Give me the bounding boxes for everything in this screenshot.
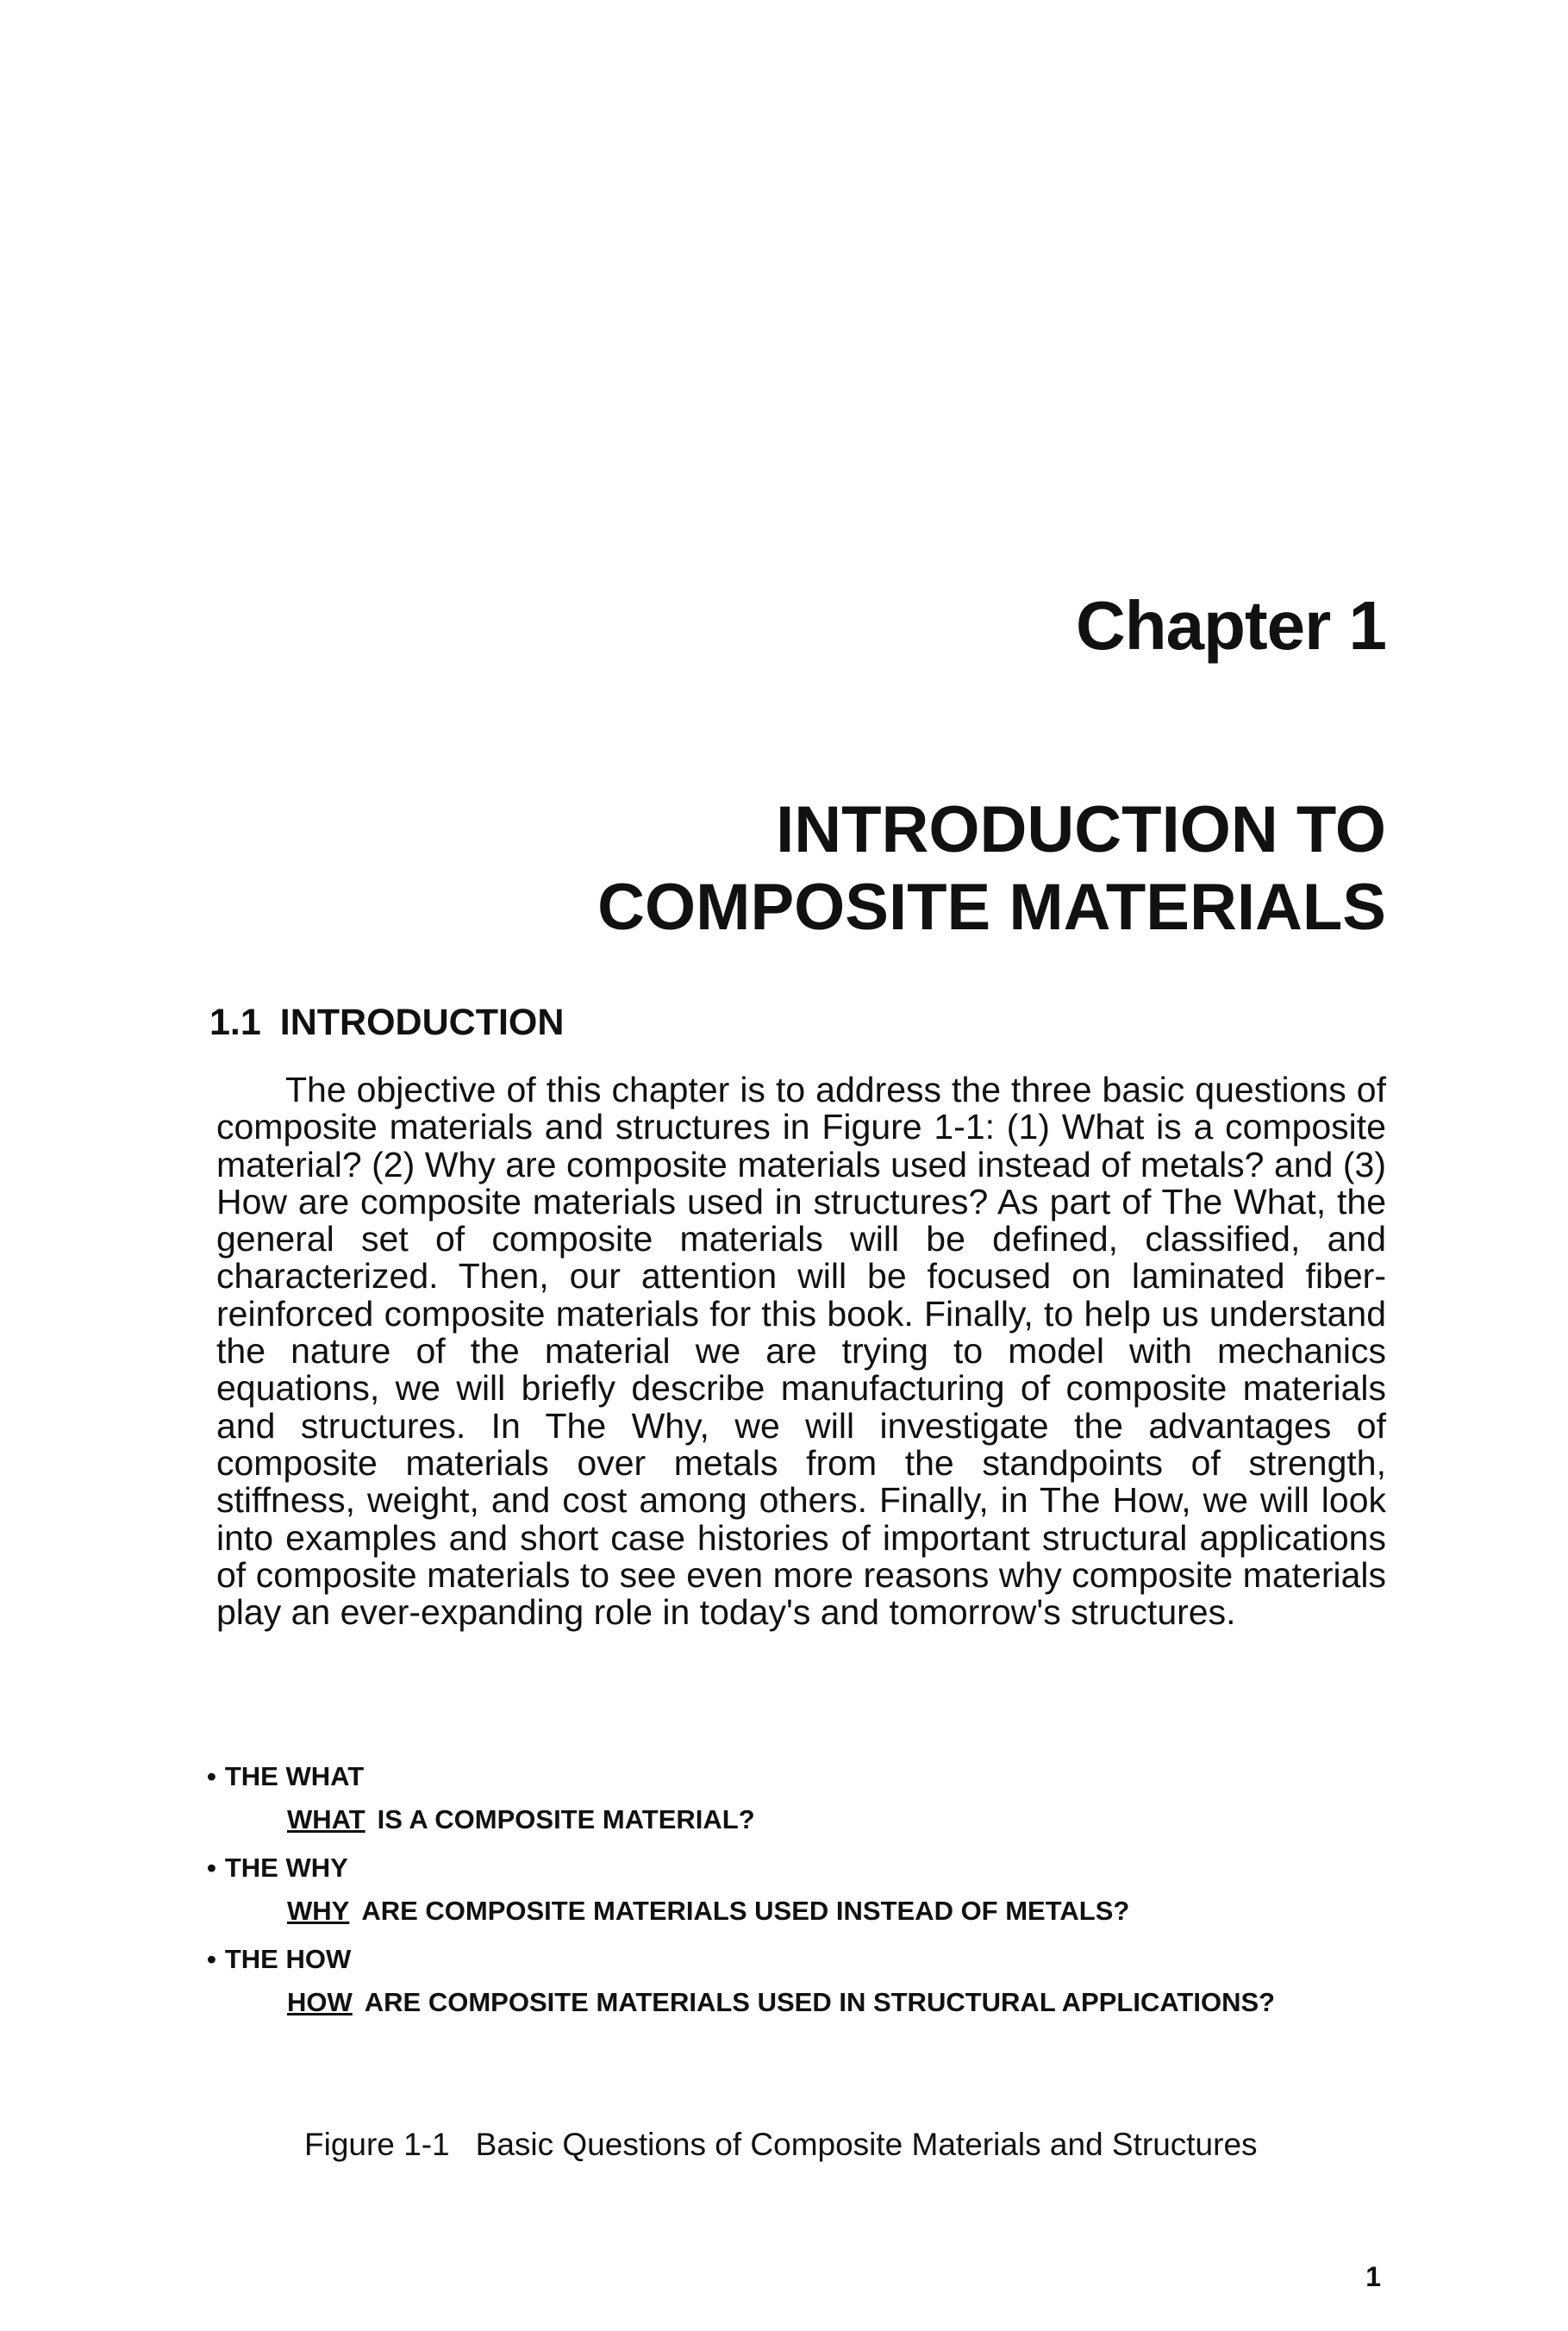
figure-item-why [207, 1847, 1414, 1890]
figure-question-keyword: WHAT [287, 1804, 365, 1834]
figure-question-why [207, 1890, 1414, 1933]
chapter-label: Chapter 1 [1076, 587, 1386, 664]
figure-question-keyword: HOW [287, 1987, 353, 2017]
figure-question-text: ARE COMPOSITE MATERIALS USED IN STRUCTURAL APPLICATIONS? [364, 1987, 1276, 2017]
figure-caption-number: Figure 1-1 [304, 2127, 450, 2162]
figure-item-heading: THE HOW [224, 1944, 352, 1974]
figure-item-what [207, 1755, 1414, 1798]
bullet-icon: • [207, 1853, 216, 1883]
figure-item-heading: THE WHY [224, 1853, 348, 1883]
chapter-title-line-1: INTRODUCTION TO [776, 793, 1386, 866]
figure-caption-text: Basic Questions of Composite Materials and Structures [475, 2127, 1258, 2162]
figure-question-how [207, 1981, 1414, 2024]
section-number: 1.1 [209, 1002, 261, 1043]
bullet-icon: • [207, 1761, 216, 1791]
intro-paragraph: The objective of this chapter is to address the three basic questions of composite materials and structures in Figure 1-1: (1) What is a composite material? (2) Why are composite materials used instead of metals? and (3) How are composite materials used in structures? As part of The What, the general set of composite materials will be defined, classified, and characterized. Then, our attention will be focused on laminated fiber-reinforced composite materials for this book. Finally, to help us understand the nature of the material we are trying to model with mechanics equations, we will briefly describe manufacturing of composite materials and structures. In The Why, we will investigate the advantages of composite materials over metals from the standpoints of strength, stiffness, weight, and cost among others. Finally, in The How, we will look into examples and short case histories of important structural applications of composite materials to see even more reasons why composite materials play an ever-expanding role in today's and tomorrow's structures. [216, 1070, 1386, 1633]
figure-caption [304, 2127, 1258, 2163]
figure-item-heading: THE WHAT [224, 1761, 365, 1791]
figure-basic-questions [207, 1755, 1414, 2029]
chapter-title-line-2: COMPOSITE MATERIALS [597, 871, 1386, 944]
figure-question-what [207, 1798, 1414, 1841]
figure-question-text: IS A COMPOSITE MATERIAL? [377, 1804, 755, 1834]
figure-question-keyword: WHY [287, 1896, 350, 1926]
figure-item-how [207, 1938, 1414, 1981]
bullet-icon: • [207, 1944, 216, 1974]
page-number: 1 [1365, 2261, 1381, 2292]
figure-question-text: ARE COMPOSITE MATERIALS USED INSTEAD OF METALS? [361, 1896, 1130, 1926]
section-title: INTRODUCTION [279, 1002, 565, 1043]
section-heading [209, 1002, 564, 1044]
chapter-title [597, 791, 1386, 947]
